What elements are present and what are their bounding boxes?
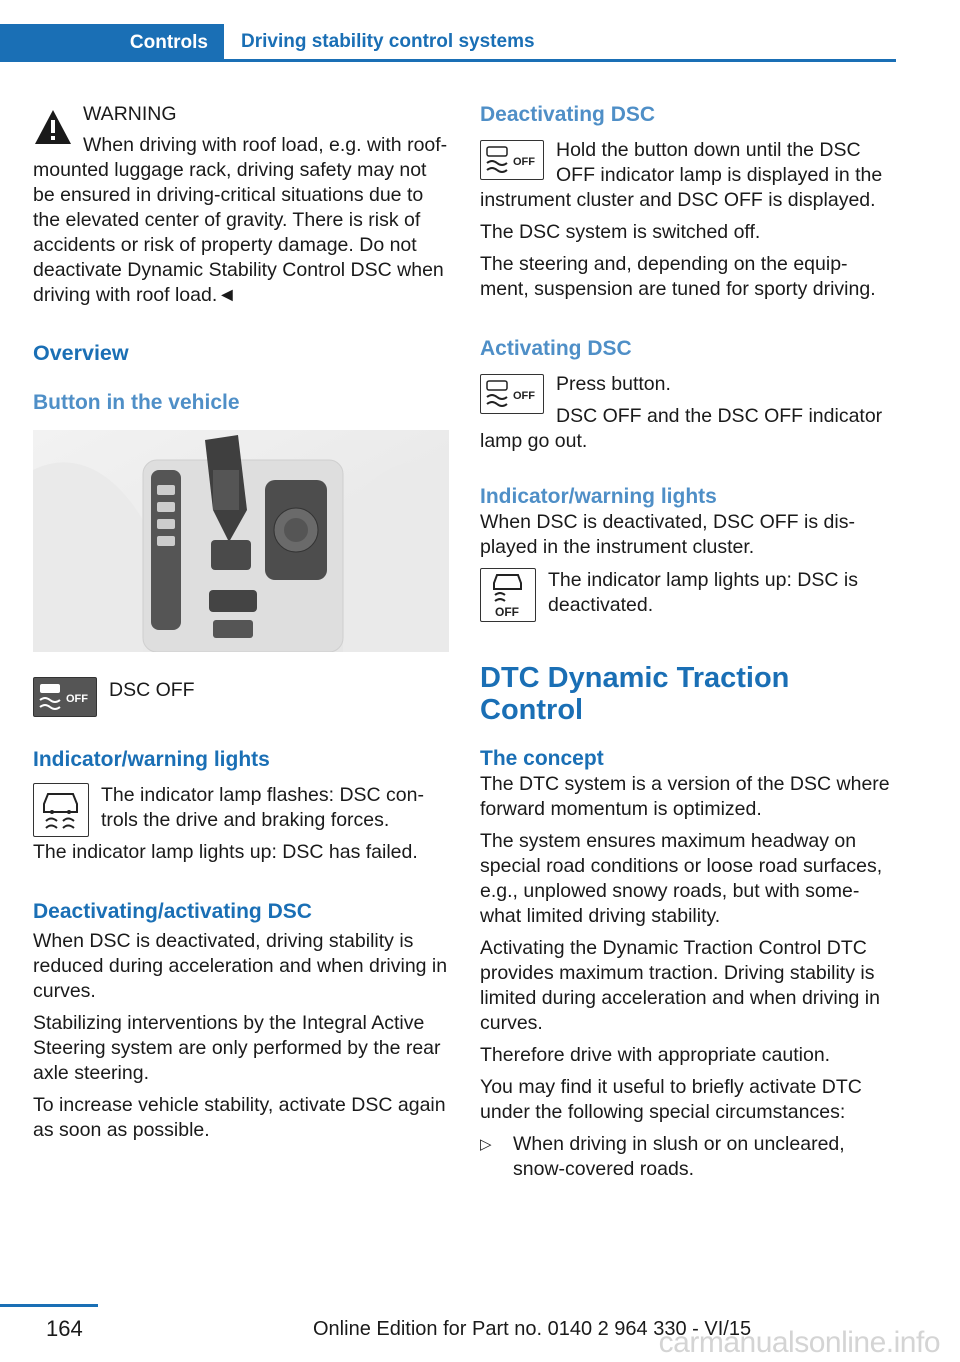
edition-text: Online Edition for Part no. 0140 2 964 330 - VI/15 — [313, 1318, 752, 1340]
activating-block — [480, 372, 896, 454]
page-number-rule — [0, 1304, 98, 1307]
dsc-off-indicator-icon — [480, 568, 536, 622]
concept-text-4: Therefore drive with appropriate caution. — [480, 1044, 831, 1066]
page-header — [0, 24, 896, 62]
dsc-indicator-icon — [33, 783, 89, 837]
center-console-photo — [33, 430, 449, 652]
dsc-off-button-icon — [480, 374, 544, 414]
button-heading: Button in the vehicle — [33, 391, 240, 414]
dsc-off-button-icon — [33, 677, 97, 717]
overview-heading: Overview — [33, 341, 129, 365]
page-footer — [0, 1304, 960, 1362]
svg-text:OFF: OFF — [513, 390, 535, 402]
concept-text-2: The system ensures maximum headway on special road conditions or loose road surfaces, e.g., unplowed snowy roads, but with some-what limited driving stability. — [480, 830, 883, 927]
warning-block — [33, 102, 449, 308]
deactivating-text-3: The steering and, depending on the equip-ment, suspension are tuned for sporty driving. — [480, 253, 876, 300]
concept-text-3: Activating the Dynamic Traction Control DTC provides maximum traction. Driving stability is limited during acceleration and when driving in curves. — [480, 937, 880, 1034]
indicator-text-2: The indicator lamp lights up: DSC has failed. — [33, 841, 418, 863]
warning-text: When driving with roof load, e.g. with roof-mounted luggage rack, driving safety may not be ensured in driving-critical situations due to the elevated center of gravity. There is risk of accidents or risk of property damage. Do not deactivate Dynamic Stability Control DSC when driving with roof load.◄ — [33, 134, 448, 306]
deactivating-text-1: Hold the button down until the DSC OFF indicator lamp is displayed in the instrument cluster and DSC OFF is displayed. — [480, 139, 883, 211]
left-column — [33, 102, 449, 1143]
chapter-title: Driving stability control systems — [241, 30, 535, 52]
concept-text-5: You may find it useful to briefly activate DTC under the following special circumstances: — [480, 1076, 862, 1123]
concept-text-1: The DTC system is a version of the DSC where forward momentum is optimized. — [480, 773, 890, 820]
deactivating-activating-heading: Deactivating/activating DSC — [33, 900, 312, 923]
deactivating-block — [480, 138, 896, 213]
dsc-off-label: DSC OFF — [109, 679, 195, 701]
deact-text-1: When DSC is deactivated, driving stability is reduced during acceleration and when driving in curves. — [33, 930, 448, 1002]
indicator-block-left — [33, 783, 449, 865]
activating-dsc-heading: Activating DSC — [480, 337, 632, 360]
bullet-arrow-icon: ▷ — [480, 1136, 492, 1153]
deactivating-dsc-heading: Deactivating DSC — [480, 103, 656, 126]
svg-text:OFF: OFF — [495, 605, 519, 619]
indicator-text-1: The indicator lamp flashes: DSC con-trols the drive and braking forces. — [101, 784, 424, 831]
activating-text-2: DSC OFF and the DSC OFF indicator lamp go out. — [480, 405, 883, 452]
indicator-heading-right: Indicator/warning lights — [480, 485, 717, 508]
indicator-block-right — [480, 568, 896, 622]
bullet-text-1: When driving in slush or on uncleared, snow-covered roads. — [513, 1133, 845, 1180]
deactivating-text-2: The DSC system is switched off. — [480, 221, 761, 243]
concept-heading: The concept — [480, 747, 604, 770]
indicator-heading-left: Indicator/warning lights — [33, 748, 270, 771]
svg-text:OFF: OFF — [66, 693, 88, 705]
dsc-off-row — [33, 677, 449, 717]
right-column — [480, 102, 896, 1182]
header-rule — [0, 59, 896, 62]
list-item — [480, 1132, 896, 1182]
svg-text:OFF: OFF — [513, 156, 535, 168]
activating-text-1: Press button. — [556, 373, 671, 395]
indicator-right-text-2: The indicator lamp lights up: DSC is deactivated. — [548, 569, 858, 616]
deact-text-3: To increase vehicle stability, activate DSC again as soon as possible. — [33, 1094, 446, 1141]
deact-text-2: Stabilizing interventions by the Integral Active Steering system are only performed by the rear axle steering. — [33, 1012, 441, 1084]
warning-triangle-icon — [33, 108, 73, 146]
warning-label: WARNING — [83, 103, 177, 125]
section-tab: Controls — [0, 24, 224, 62]
indicator-right-text-1: When DSC is deactivated, DSC OFF is dis-played in the instrument cluster. — [480, 511, 855, 558]
dtc-heading: DTC Dynamic Traction Control — [480, 662, 790, 726]
dsc-off-button-icon — [480, 140, 544, 180]
watermark: carmanualsonline.info — [658, 1326, 940, 1359]
page-number: 164 — [46, 1316, 83, 1341]
